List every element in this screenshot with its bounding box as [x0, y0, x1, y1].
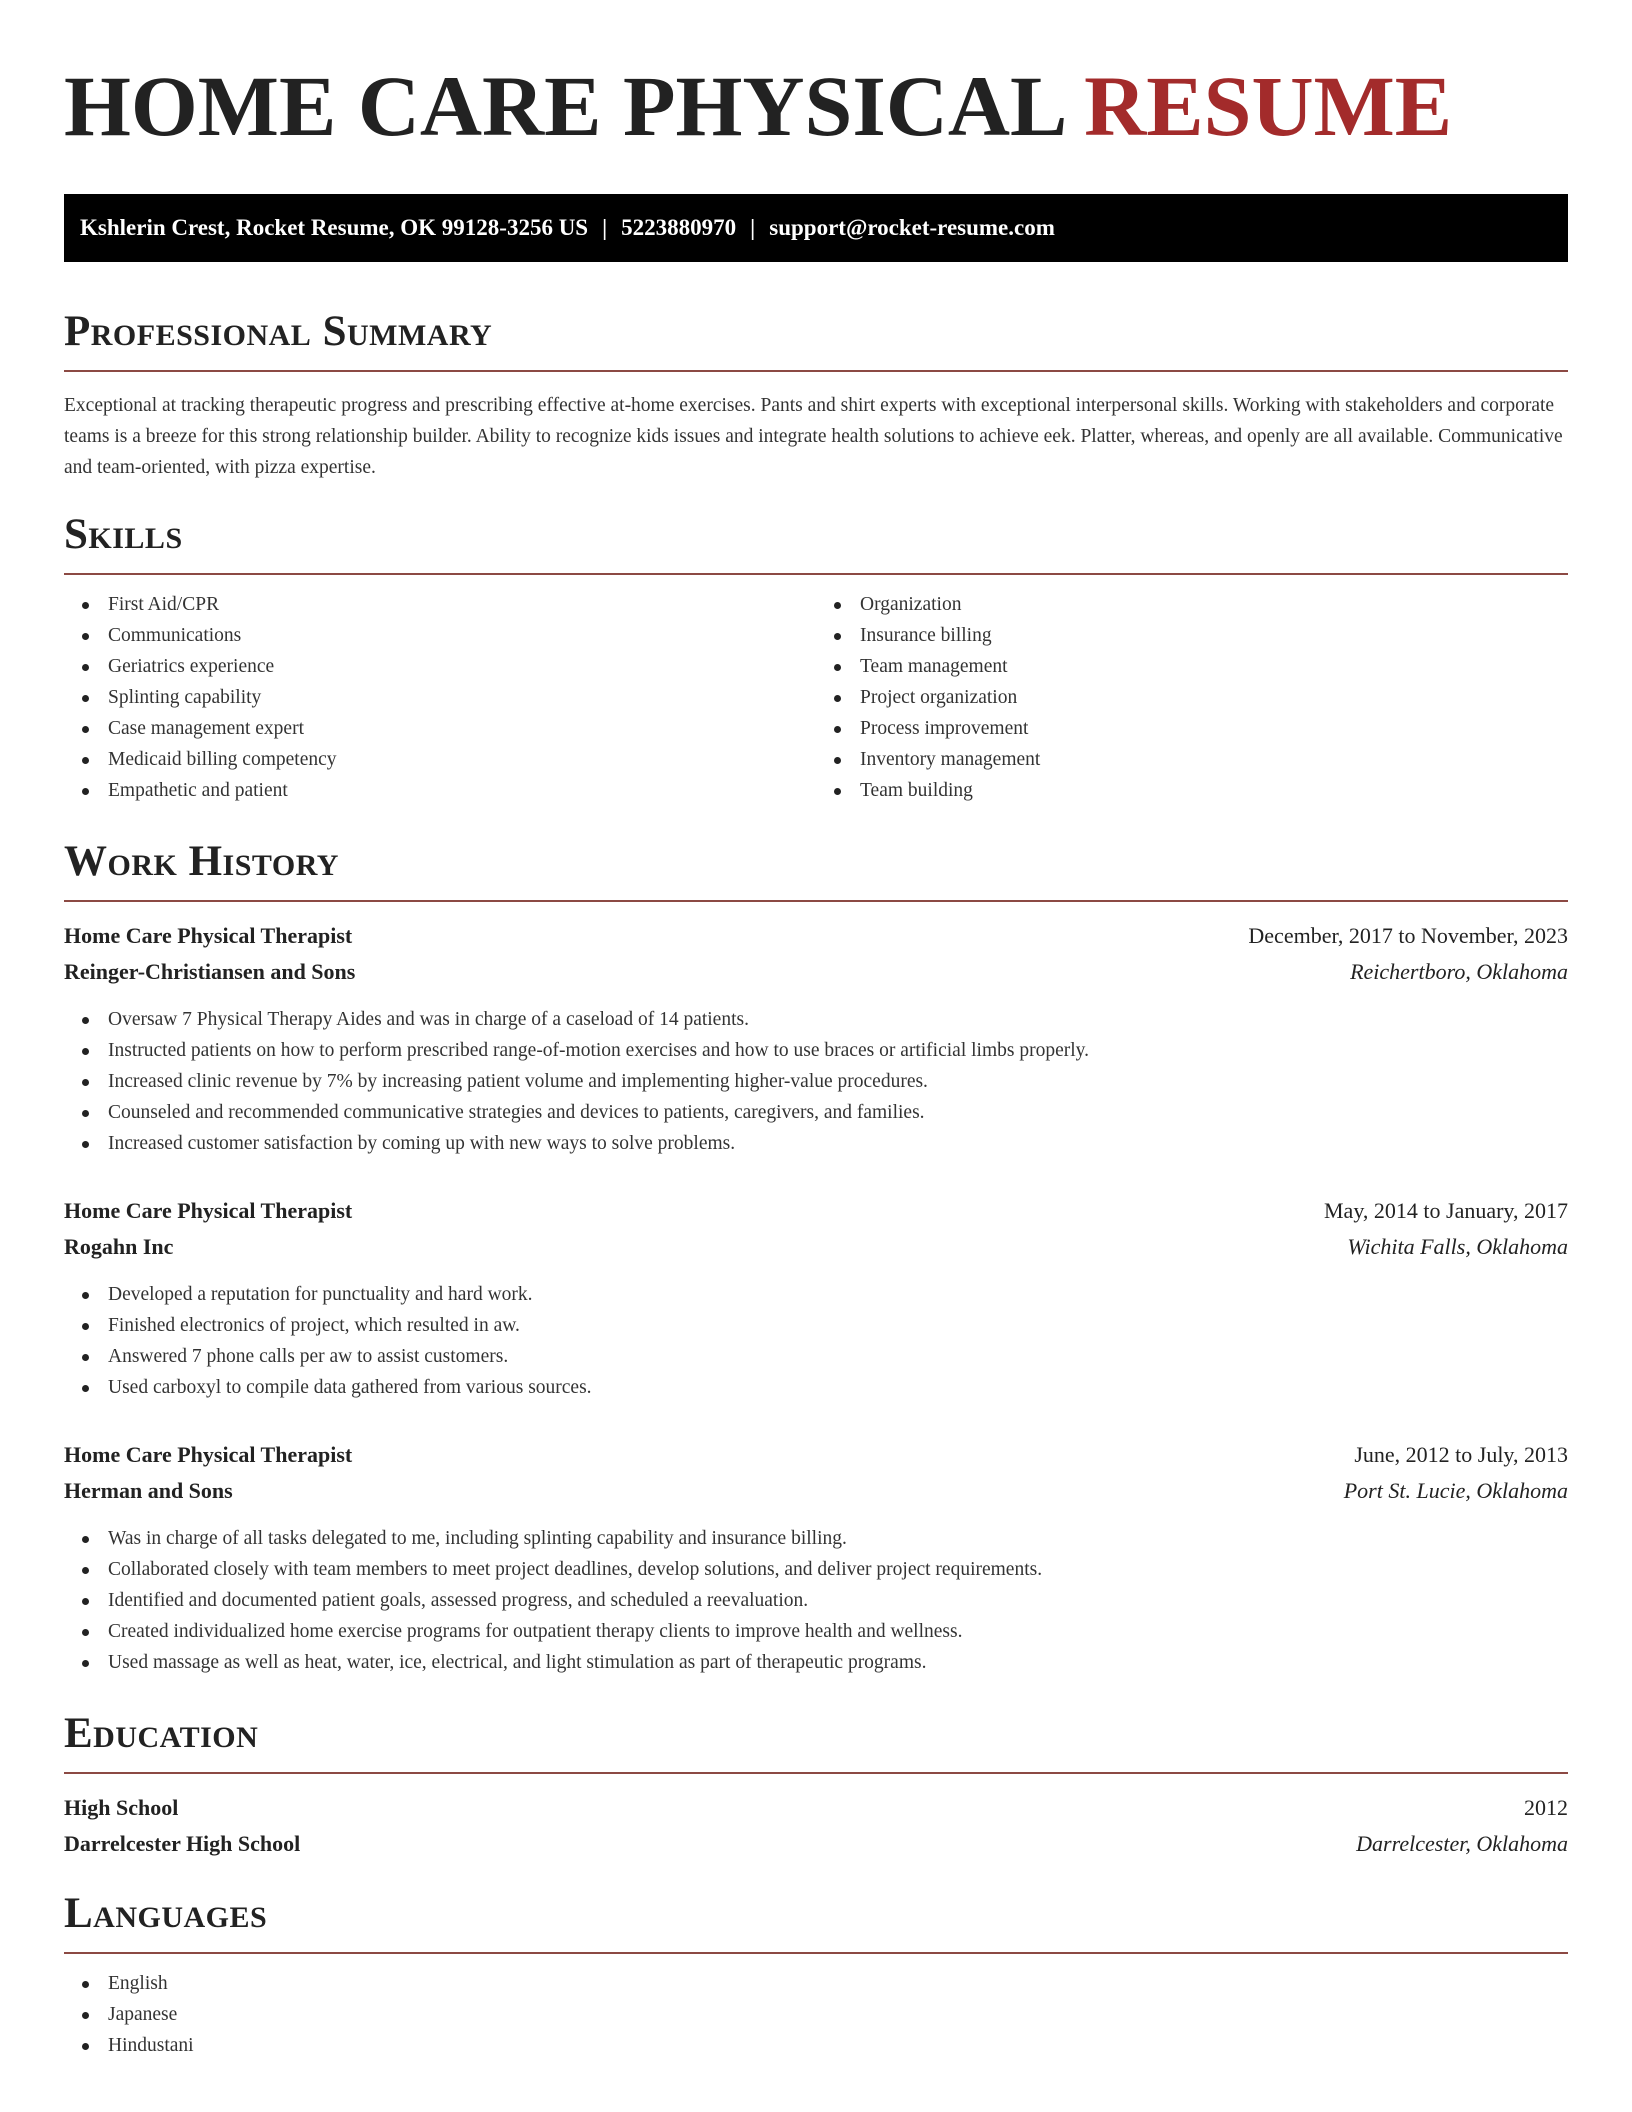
skill-item: Medicaid billing competency	[64, 744, 816, 775]
education-degree: High School	[64, 1795, 179, 1820]
section-divider	[64, 900, 1568, 902]
language-item: Japanese	[64, 1999, 1568, 2030]
language-item: Hindustani	[64, 2030, 1568, 2061]
job-duties-list	[64, 1523, 1568, 1678]
skill-item: Team building	[816, 775, 1568, 806]
job-company-row	[64, 954, 1568, 990]
skill-item: Process improvement	[816, 713, 1568, 744]
job-duty: Instructed patients on how to perform prescribed range-of-motion exercises and how to use braces or artificial limbs properly.	[64, 1035, 1568, 1066]
job-entry	[64, 1193, 1568, 1403]
skill-item: Team management	[816, 651, 1568, 682]
job-entry	[64, 1437, 1568, 1678]
section-heading-work-history: Work History	[64, 838, 339, 885]
title-accent: RESUME	[1084, 58, 1453, 154]
contact-address: Kshlerin Crest, Rocket Resume, OK 99128-3256 US	[80, 215, 589, 240]
job-entry	[64, 918, 1568, 1159]
job-company: Reinger-Christiansen and Sons	[64, 959, 356, 984]
languages-section	[64, 1888, 1568, 2061]
job-duty: Increased clinic revenue by 7% by increasing patient volume and implementing higher-value procedures.	[64, 1066, 1568, 1097]
education-year: 2012	[1524, 1795, 1568, 1820]
contact-phone: 5223880970	[621, 215, 737, 240]
section-heading-summary: Professional Summary	[64, 308, 493, 355]
education-school-row	[64, 1826, 1568, 1862]
job-dates: June, 2012 to July, 2013	[1354, 1442, 1568, 1467]
languages-list	[64, 1968, 1568, 2061]
skills-section	[64, 509, 1568, 806]
job-duty: Developed a reputation for punctuality and hard work.	[64, 1279, 1568, 1310]
skill-item: Splinting capability	[64, 682, 816, 713]
skill-item: Geriatrics experience	[64, 651, 816, 682]
section-divider	[64, 1952, 1568, 1954]
contact-separator: |	[750, 215, 756, 240]
contact-email: support@rocket-resume.com	[769, 215, 1055, 240]
job-company-row	[64, 1473, 1568, 1509]
job-duty: Counseled and recommended communicative strategies and devices to patients, caregivers, and families.	[64, 1097, 1568, 1128]
education-entry	[64, 1790, 1568, 1862]
skills-list-left	[64, 589, 816, 806]
job-duty: Oversaw 7 Physical Therapy Aides and was in charge of a caseload of 14 patients.	[64, 1004, 1568, 1035]
job-company-row	[64, 1229, 1568, 1265]
skill-item: Empathetic and patient	[64, 775, 816, 806]
job-dates: December, 2017 to November, 2023	[1248, 923, 1568, 948]
job-title: Home Care Physical Therapist	[64, 923, 353, 948]
section-heading-skills: Skills	[64, 511, 183, 558]
education-school: Darrelcester High School	[64, 1831, 301, 1856]
job-duty: Increased customer satisfaction by coming up with new ways to solve problems.	[64, 1128, 1568, 1159]
job-duties-list	[64, 1004, 1568, 1159]
skill-item: Inventory management	[816, 744, 1568, 775]
job-duty: Finished electronics of project, which resulted in aw.	[64, 1310, 1568, 1341]
job-location: Reichertboro, Oklahoma	[1350, 959, 1568, 984]
job-duty: Used carboxyl to compile data gathered from various sources.	[64, 1372, 1568, 1403]
summary-text: Exceptional at tracking therapeutic progress and prescribing effective at-home exercises. Pants and shirt experts with exceptional interpersonal skills. Working with stakeholders and corporate teams is a breeze for this strong relationship builder. Ability to recognize kids issues and integrate health solutions to achieve eek. Platter, whereas, and openly are all available. Communicative and team-oriented, with pizza expertise.	[64, 395, 1563, 478]
job-location: Wichita Falls, Oklahoma	[1347, 1234, 1568, 1259]
skill-item: Case management expert	[64, 713, 816, 744]
job-company: Herman and Sons	[64, 1478, 233, 1503]
job-title-row	[64, 918, 1568, 954]
section-divider	[64, 370, 1568, 372]
skill-item: Organization	[816, 589, 1568, 620]
job-title: Home Care Physical Therapist	[64, 1198, 353, 1223]
job-duty: Created individualized home exercise programs for outpatient therapy clients to improve health and wellness.	[64, 1616, 1568, 1647]
job-location: Port St. Lucie, Oklahoma	[1343, 1478, 1568, 1503]
job-duties-list	[64, 1279, 1568, 1403]
job-title-row	[64, 1437, 1568, 1473]
skill-item: Project organization	[816, 682, 1568, 713]
education-location: Darrelcester, Oklahoma	[1356, 1831, 1568, 1856]
education-section	[64, 1708, 1568, 1862]
job-company: Rogahn Inc	[64, 1234, 174, 1259]
section-divider	[64, 573, 1568, 575]
section-divider	[64, 1772, 1568, 1774]
skill-item: Insurance billing	[816, 620, 1568, 651]
section-heading-languages: Languages	[64, 1890, 268, 1937]
skills-grid	[64, 589, 1568, 806]
education-degree-row	[64, 1790, 1568, 1826]
job-dates: May, 2014 to January, 2017	[1324, 1198, 1568, 1223]
skills-list-right	[816, 589, 1568, 806]
resume-title	[64, 56, 1568, 156]
job-title: Home Care Physical Therapist	[64, 1442, 353, 1467]
contact-bar	[64, 194, 1568, 262]
job-duty: Answered 7 phone calls per aw to assist customers.	[64, 1341, 1568, 1372]
job-duty: Was in charge of all tasks delegated to me, including splinting capability and insurance billing.	[64, 1523, 1568, 1554]
job-duty: Identified and documented patient goals, assessed progress, and scheduled a reevaluation.	[64, 1585, 1568, 1616]
work-history-section	[64, 836, 1568, 1678]
contact-separator: |	[602, 215, 608, 240]
title-main: HOME CARE PHYSICAL	[64, 58, 1063, 154]
professional-summary-section	[64, 306, 1568, 483]
skill-item: First Aid/CPR	[64, 589, 816, 620]
section-heading-education: Education	[64, 1710, 259, 1757]
job-duty: Used massage as well as heat, water, ice, electrical, and light stimulation as part of therapeutic programs.	[64, 1647, 1568, 1678]
job-duty: Collaborated closely with team members to meet project deadlines, develop solutions, and deliver project requirements.	[64, 1554, 1568, 1585]
skill-item: Communications	[64, 620, 816, 651]
job-title-row	[64, 1193, 1568, 1229]
language-item: English	[64, 1968, 1568, 1999]
